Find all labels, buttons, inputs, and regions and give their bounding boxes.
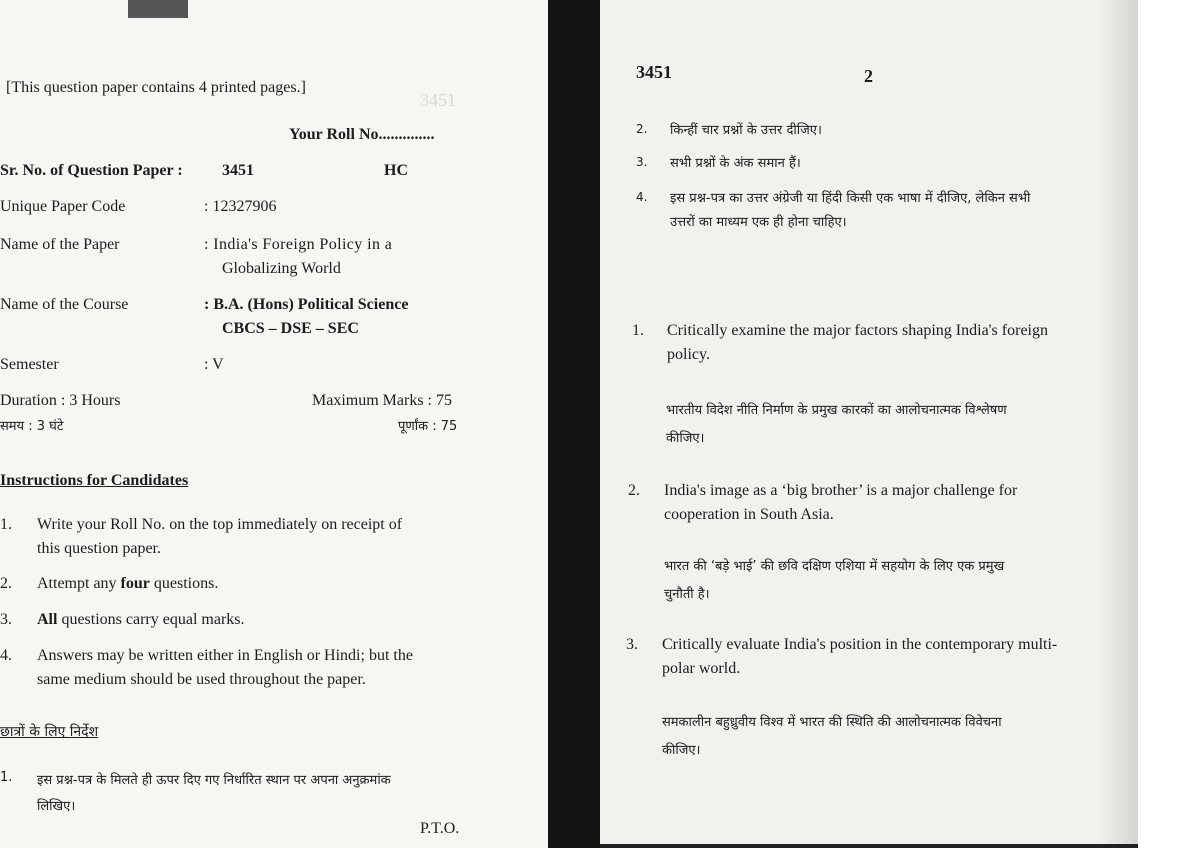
question-hindi: भारत की ‘बड़े भाई’ की छवि दक्षिण एशिया में सहयोग के लिए एक प्रमुख — [664, 559, 1005, 574]
detail-value: : B.A. (Hons) Political Science — [204, 296, 409, 313]
hindi-instruction-text: इस प्रश्न-पत्र का उत्तर अंग्रेजी या हिंदी किसी एक भाषा में दीजिए, लेकिन सभी — [670, 191, 1031, 206]
question-text-cont: policy. — [667, 346, 710, 363]
instruction-text: Attempt any four questions. — [37, 575, 219, 592]
paper-code: 3451 — [636, 62, 672, 82]
question-number: 2. — [628, 482, 640, 499]
detail-value: : 12327906 — [204, 198, 277, 215]
scan-artifact — [128, 0, 188, 18]
question-hindi: भारतीय विदेश नीति निर्माण के प्रमुख कारकों का आलोचनात्मक विश्लेषण — [666, 403, 1007, 418]
question-text: Critically evaluate India's position in the contemporary multi- — [662, 636, 1058, 653]
instruction-number: 3. — [0, 611, 12, 628]
question-text: Critically examine the major factors shaping India's foreign — [667, 322, 1048, 339]
detail-label: Unique Paper Code — [0, 198, 126, 215]
question-hindi: समकालीन बहुध्रुवीय विश्व में भारत की स्थिति की आलोचनात्मक विवेचना — [662, 715, 1002, 730]
instruction-text-cont: this question paper. — [37, 540, 161, 557]
detail-value-cont: CBCS – DSE – SEC — [222, 320, 359, 337]
left-page — [0, 0, 548, 848]
paper-header: [This question paper contains 4 printed pages.] — [6, 79, 306, 96]
hindi-instruction-text-cont: उत्तरों का माध्यम एक ही होना चाहिए। — [670, 215, 847, 230]
right-page — [600, 0, 1138, 848]
detail-extra: HC — [384, 162, 408, 179]
bleed-through: 3451 — [420, 90, 456, 110]
detail-label: Sr. No. of Question Paper : — [0, 162, 183, 179]
detail-value: : V — [204, 356, 224, 373]
duration-hindi: समय : 3 घंटे — [0, 419, 64, 434]
detail-label: Semester — [0, 356, 59, 373]
question-text: India's image as a ‘big brother’ is a major challenge for — [664, 482, 1018, 499]
max-marks: Maximum Marks : 75 — [312, 392, 452, 409]
hindi-instruction-text: इस प्रश्न-पत्र के मिलते ही ऊपर दिए गए निर्धारित स्थान पर अपना अनुक्रमांक — [37, 773, 391, 788]
hindi-instructions-heading: छात्रों के लिए निर्देश — [0, 724, 99, 740]
detail-label: Name of the Course — [0, 296, 129, 313]
question-number: 3. — [626, 636, 638, 653]
instruction-text: Answers may be written either in English or Hindi; but the — [37, 647, 413, 664]
pto-mark: P.T.O. — [420, 820, 460, 837]
max-marks-hindi: पूर्णांक : 75 — [398, 419, 458, 434]
question-text-cont: cooperation in South Asia. — [664, 506, 834, 523]
instruction-number: 1. — [0, 516, 12, 533]
instruction-number: 4. — [0, 647, 12, 664]
question-text-cont: polar world. — [662, 660, 741, 677]
question-hindi-cont: चुनौती है। — [664, 587, 710, 602]
hindi-instruction-number: 3. — [636, 155, 648, 169]
roll-no-line: Your Roll No.............. — [289, 126, 435, 143]
question-hindi-cont: कीजिए। — [662, 743, 701, 758]
detail-value: 3451 — [222, 162, 254, 179]
page-gutter — [548, 0, 600, 848]
page-shadow — [1098, 0, 1138, 848]
page-number: 2 — [864, 66, 873, 86]
hindi-instruction-number: 4. — [636, 190, 648, 204]
instructions-heading: Instructions for Candidates — [0, 472, 189, 489]
scan-margin — [1138, 0, 1200, 848]
hindi-instruction-number: 1. — [0, 770, 13, 785]
detail-value: : India's Foreign Policy in a — [204, 236, 393, 253]
question-number: 1. — [632, 322, 644, 339]
hindi-instruction-text: सभी प्रश्नों के अंक समान हैं। — [670, 156, 801, 171]
instruction-text: Write your Roll No. on the top immediately on receipt of — [37, 516, 403, 533]
instruction-number: 2. — [0, 575, 12, 592]
hindi-instruction-number: 2. — [636, 122, 648, 136]
hindi-instruction-text: किन्हीं चार प्रश्नों के उत्तर दीजिए। — [670, 123, 822, 138]
duration: Duration : 3 Hours — [0, 392, 121, 409]
question-hindi-cont: कीजिए। — [666, 431, 705, 446]
hindi-instruction-text-cont: लिखिए। — [37, 799, 76, 814]
detail-value-cont: Globalizing World — [222, 260, 341, 277]
detail-label: Name of the Paper — [0, 236, 120, 253]
instruction-text: All questions carry equal marks. — [37, 611, 245, 628]
instruction-text-cont: same medium should be used throughout the paper. — [37, 671, 366, 688]
page-bottom-edge — [600, 844, 1138, 848]
